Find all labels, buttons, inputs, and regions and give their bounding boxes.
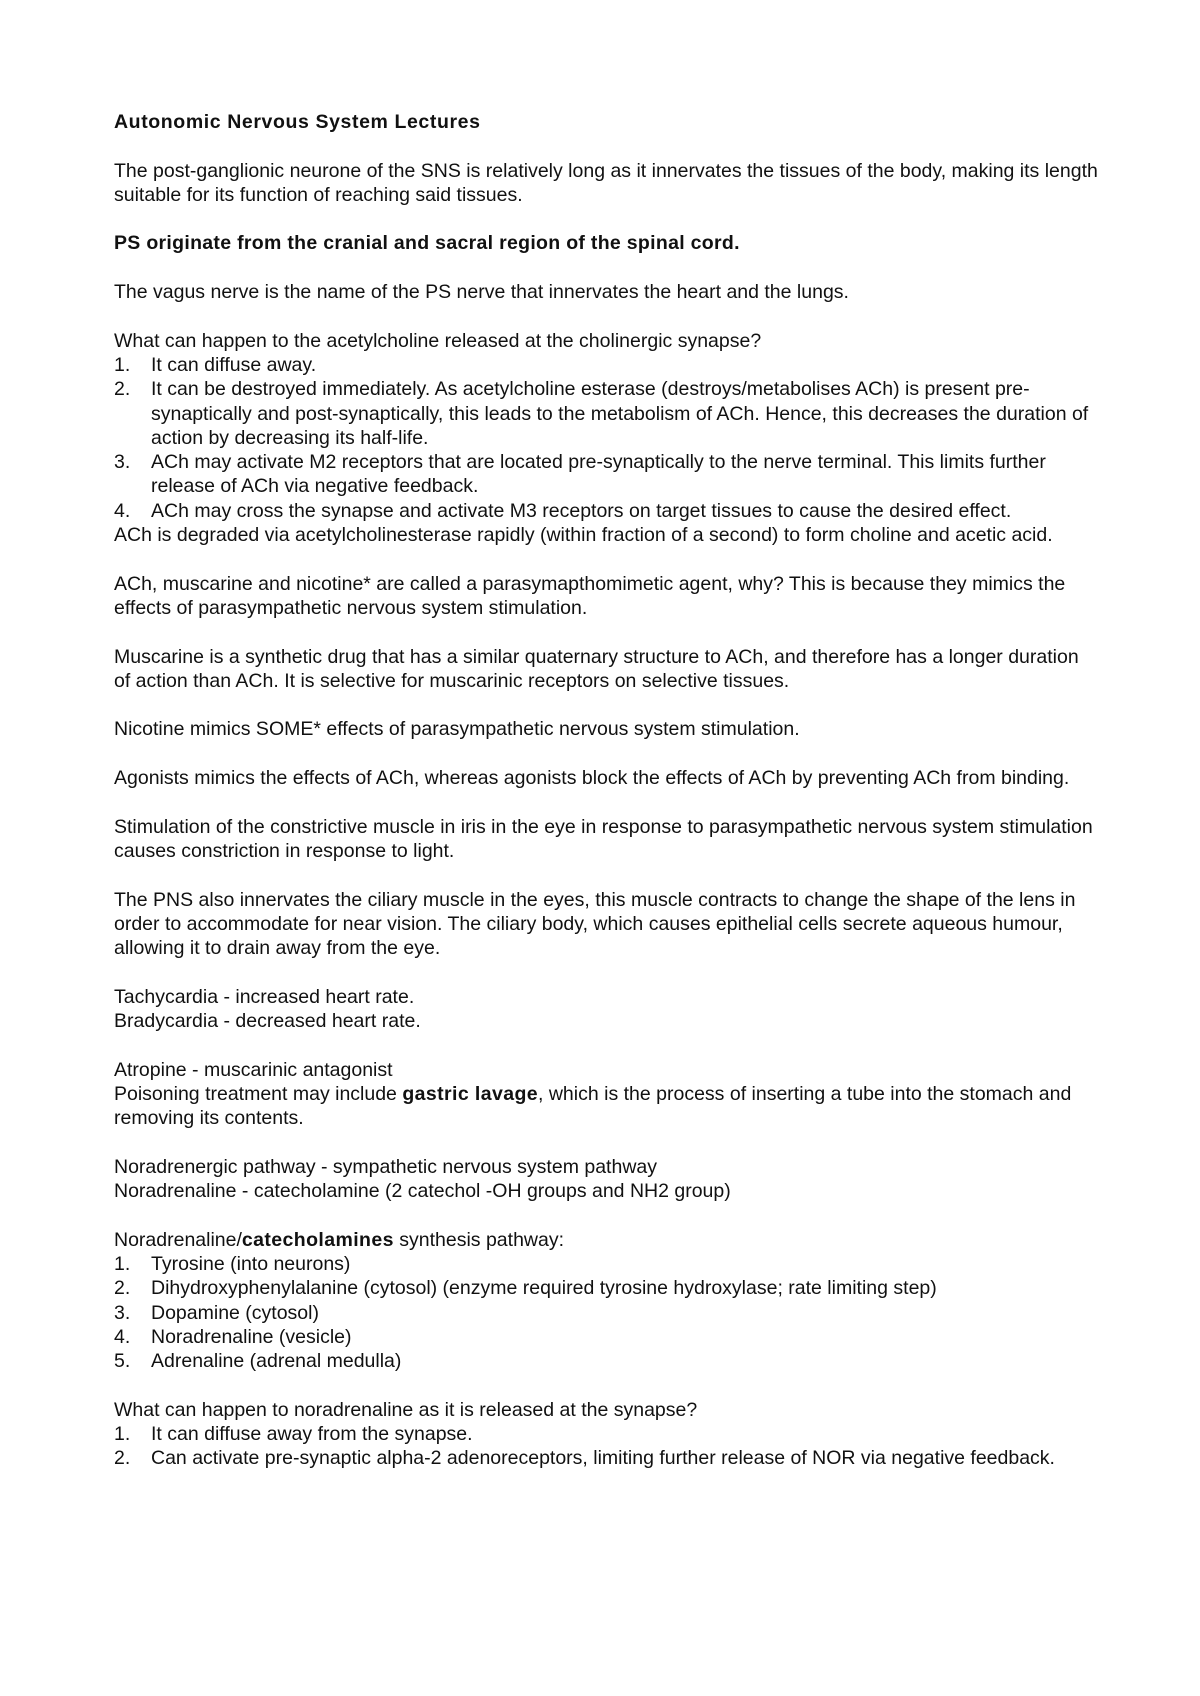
list-item [114, 377, 1099, 450]
line-noradrenergic-pathway: Noradrenergic pathway - sympathetic nervous system pathway [114, 1155, 657, 1178]
synthesis-heading-start: Noradrenaline/ [114, 1228, 242, 1251]
paragraph-nicotine: Nicotine mimics SOME* effects of parasympathetic nervous system stimulation. [114, 718, 800, 741]
list-item [114, 1349, 1099, 1373]
poisoning-text-start: Poisoning treatment may include [114, 1082, 403, 1105]
list-item [114, 1446, 1099, 1470]
list-item [114, 450, 1099, 499]
paragraph-agonists: Agonists mimics the effects of ACh, whereas agonists block the effects of ACh by preventing ACh from binding. [114, 767, 1070, 790]
list-item-text: Adrenaline (adrenal medulla) [151, 1350, 402, 1373]
list-item-text: It can diffuse away. [151, 353, 317, 376]
list-number: 2. [114, 1447, 131, 1470]
list-item-text: ACh may activate M2 receptors that are located pre-synaptically to the nerve terminal. This limits further release of ACh via negative feedback. [151, 451, 1046, 498]
list-number: 4. [114, 499, 131, 522]
paragraph-parasympathomimetic: ACh, muscarine and nicotine* are called a parasymapthomimetic agent, why? This is because they mimics the effects of parasympathetic nervous system stimulation. [114, 572, 1066, 619]
question-ach: What can happen to the acetylcholine released at the cholinergic synapse? [114, 329, 762, 352]
list-item [114, 1422, 1099, 1446]
line-noradrenaline-catecholamine: Noradrenaline - catecholamine (2 catechol -OH groups and NH2 group) [114, 1180, 731, 1203]
noradrenaline-fate-list [114, 1422, 1099, 1471]
synthesis-list [114, 1252, 1099, 1373]
list-number: 3. [114, 1301, 131, 1324]
list-item-text: Dihydroxyphenylalanine (cytosol) (enzyme required tyrosine hydroxylase; rate limiting step) [151, 1277, 937, 1300]
ach-fate-list [114, 353, 1099, 523]
list-number: 2. [114, 1277, 131, 1300]
list-item-text: Can activate pre-synaptic alpha-2 adenoreceptors, limiting further release of NOR via negative feedback. [151, 1447, 1055, 1470]
line-atropine: Atropine - muscarinic antagonist [114, 1058, 393, 1081]
list-number: 1. [114, 1252, 131, 1275]
list-item-text: Dopamine (cytosol) [151, 1301, 319, 1324]
list-number: 2. [114, 378, 131, 401]
paragraph-muscarine: Muscarine is a synthetic drug that has a similar quaternary structure to ACh, and therefore has a longer duration of action than ACh. It is selective for muscarinic receptors on selective tissues. [114, 645, 1079, 692]
list-number: 5. [114, 1350, 131, 1373]
list-item-text: Tyrosine (into neurons) [151, 1252, 351, 1275]
line-tachycardia: Tachycardia - increased heart rate. [114, 985, 415, 1008]
list-item [114, 1252, 1099, 1276]
paragraph-ps-origin: PS originate from the cranial and sacral region of the spinal cord. [114, 232, 740, 255]
list-item [114, 499, 1099, 523]
paragraph-poisoning [114, 1082, 1099, 1131]
list-item [114, 353, 1099, 377]
paragraph-ach-degraded: ACh is degraded via acetylcholinesterase rapidly (within fraction of a second) to form choline and acetic acid. [114, 524, 1053, 547]
list-number: 4. [114, 1325, 131, 1348]
list-item-text: It can be destroyed immediately. As acetylcholine esterase (destroys/metabolises ACh) is present pre-synaptically and post-synaptically, this leads to the metabolism of ACh. Hence, this decreases the duration of action by decreasing its half-life. [151, 378, 1089, 449]
paragraph-ciliary: The PNS also innervates the ciliary muscle in the eyes, this muscle contracts to change the shape of the lens in order to accommodate for near vision. The ciliary body, which causes epithelial cells secrete aqueous humour, allowing it to drain away from the eye. [114, 888, 1076, 960]
gastric-lavage-term: gastric lavage [402, 1082, 539, 1105]
question-noradrenaline: What can happen to noradrenaline as it is released at the synapse? [114, 1398, 698, 1421]
paragraph-iris: Stimulation of the constrictive muscle in iris in the eye in response to parasympathetic nervous system stimulation causes constriction in response to light. [114, 815, 1093, 862]
paragraph-vagus: The vagus nerve is the name of the PS nerve that innervates the heart and the lungs. [114, 281, 849, 304]
synthesis-heading-end: synthesis pathway: [393, 1228, 565, 1251]
list-number: 1. [114, 353, 131, 376]
list-item-text: Noradrenaline (vesicle) [151, 1325, 352, 1348]
paragraph-sns: The post-ganglionic neurone of the SNS is relatively long as it innervates the tissues of the body, making its length suitable for its function of reaching said tissues. [114, 159, 1098, 206]
poisoning-text-end: , which is the process of inserting a tube into the stomach and removing its contents. [114, 1082, 1072, 1130]
list-item-text: It can diffuse away from the synapse. [151, 1423, 473, 1446]
synthesis-heading [114, 1228, 1099, 1252]
catecholamines-term: catecholamines [241, 1228, 394, 1251]
document-title: Autonomic Nervous System Lectures [114, 111, 481, 133]
list-item [114, 1325, 1099, 1349]
list-item [114, 1276, 1099, 1300]
list-number: 3. [114, 451, 131, 474]
document-body [114, 110, 1099, 1471]
list-item-text: ACh may cross the synapse and activate M3 receptors on target tissues to cause the desired effect. [151, 499, 1012, 522]
list-number: 1. [114, 1423, 131, 1446]
line-bradycardia: Bradycardia - decreased heart rate. [114, 1009, 421, 1032]
list-item [114, 1301, 1099, 1325]
